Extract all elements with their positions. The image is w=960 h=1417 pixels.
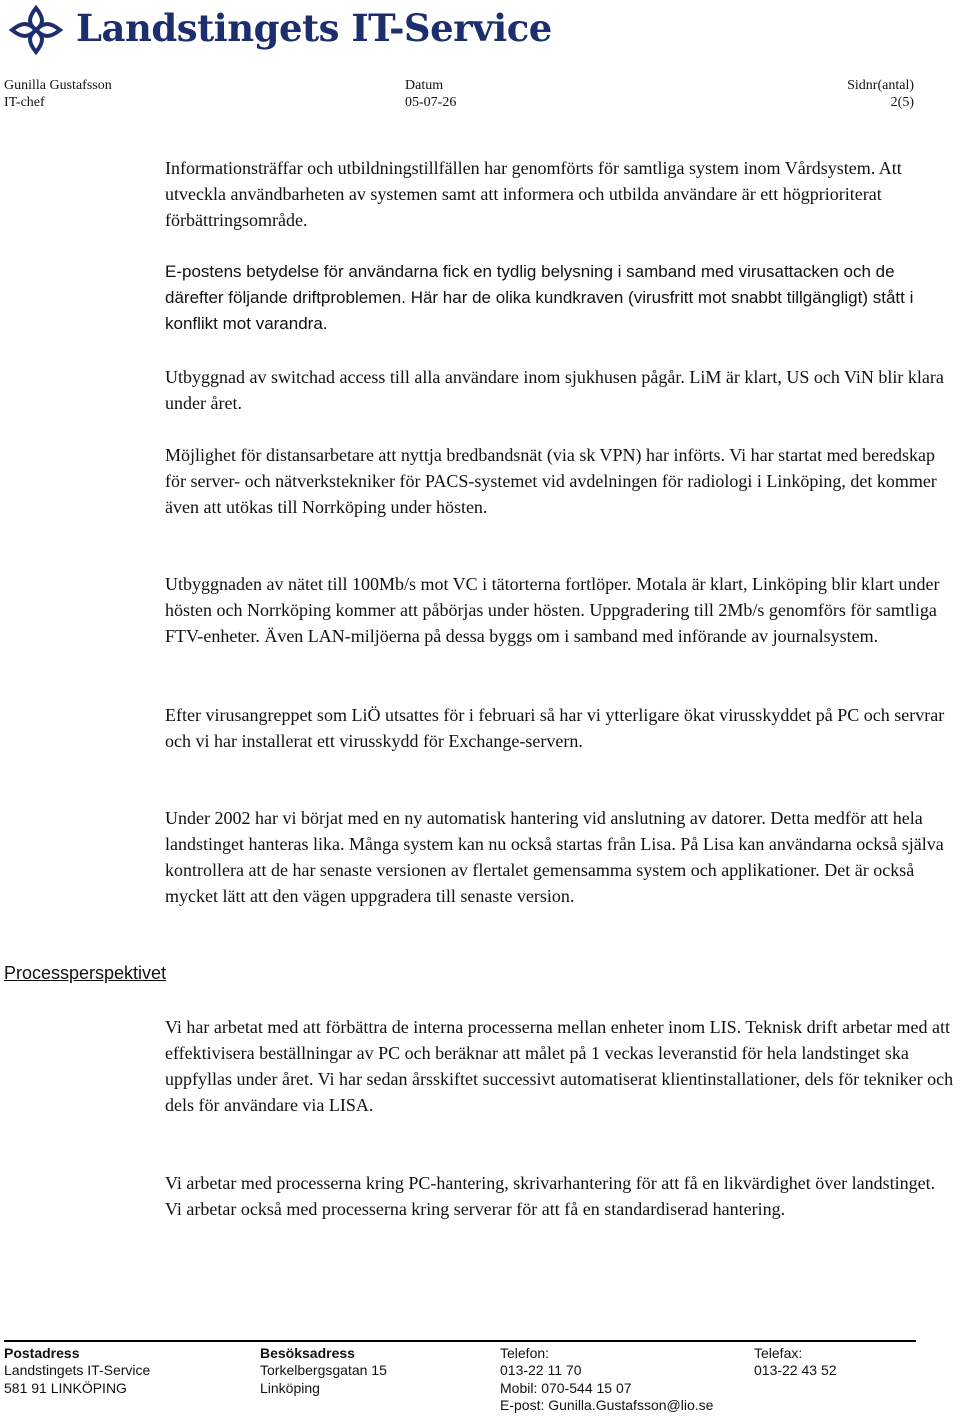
paragraph-1: Informationsträffar och utbildningstillfällen har genomförts för samtliga system inom Vårdsystem. Att utveckla användbarheten av systemen samt att informera och utbilda användare är ett högprioriterat förbättringsområde. <box>165 158 902 230</box>
footer-post-line1: Landstingets IT-Service <box>4 1362 151 1378</box>
author-name: Gunilla Gustafsson <box>4 78 112 93</box>
paragraph-2: E-postens betydelse för användarna fick en tydlig belysning i samband med virusattacken och de därefter följande driftproblemen. Här har de olika kundkraven (virusfritt mot snabbt tillgängligt) stått i konflikt mot varandra. <box>165 262 914 333</box>
footer-fax-label: Telefax: <box>754 1345 803 1361</box>
section-heading-processperspektivet: Processperspektivet <box>4 963 167 983</box>
date-label: Datum <box>405 78 444 93</box>
company-logo <box>6 4 552 56</box>
author-role: IT-chef <box>4 95 45 110</box>
footer-phone-label: Telefon: <box>500 1345 550 1361</box>
footer-post-line2: 581 91 LINKÖPING <box>4 1380 127 1396</box>
footer-mobile: Mobil: 070-544 15 07 <box>500 1380 632 1396</box>
paragraph-3: Utbyggnad av switchad access till alla användare inom sjukhusen pågår. LiM är klart, US och ViN blir klara under året. <box>165 367 944 413</box>
paragraph-7: Under 2002 har vi börjat med en ny automatisk hantering vid anslutning av datorer. Detta medför att hela landstinget hanteras lika. Många system kan nu också startas från Lisa. På Lisa kan användarna också själva kontrollera att de har senaste versionen av flertalet gemensamma system och applikationer. Det är också mycket lätt att den vägen uppgradera till senaste version. <box>165 808 944 906</box>
paragraph-6: Efter virusangreppet som LiÖ utsattes för i februari så har vi ytterligare ökat virusskyddet på PC och servrar och vi har installerat ett virusskydd för Exchange-servern. <box>165 705 945 751</box>
footer-divider <box>4 1340 916 1342</box>
paragraph-5: Utbyggnaden av nätet till 100Mb/s mot VC i tätorterna fortlöper. Motala är klart, Linköping blir klart under hösten och Norrköping kommer att påbörjas under hösten. Uppgradering till 2Mb/s genomförs för samtliga FTV-enheter. Även LAN-miljöerna på dessa byggs om i samband med införande av journalsystem. <box>165 574 940 646</box>
page-count-value: 2(5) <box>890 95 914 110</box>
footer-email: E-post: Gunilla.Gustafsson@lio.se <box>500 1397 714 1413</box>
footer-phone-value: 013-22 11 70 <box>500 1362 582 1378</box>
paragraph-4: Möjlighet för distansarbetare att nyttja bredbandsnät (via sk VPN) har införts. Vi har startat med beredskap för server- och nätverkstekniker för PACS-systemet vid avdelningen för radiologi i Linköping, det kommer även att utökas till Norrköping under hösten. <box>165 445 937 517</box>
date-value: 05-07-26 <box>405 95 457 110</box>
footer-visit-label: Besöksadress <box>260 1345 355 1361</box>
footer-visit-line1: Torkelbergsgatan 15 <box>260 1362 387 1378</box>
paragraph-8: Vi har arbetat med att förbättra de interna processerna mellan enheter inom LIS. Teknisk drift arbetar med att effektivisera beställningar av PC och beräknar att målet på 1 veckas leveranstid för hela landstinget ska uppfyllas under året. Vi har sedan årsskiftet successivt automatiserat klientinstallationer, dels för tekniker och dels för användare via LISA. <box>165 1017 954 1115</box>
cross-emblem-icon <box>6 4 66 56</box>
footer-visit-line2: Linköping <box>260 1380 320 1396</box>
page-count-label: Sidnr(antal) <box>847 78 914 93</box>
paragraph-9: Vi arbetar med processerna kring PC-hantering, skrivarhantering för att få en likvärdighet över landstinget. Vi arbetar också med processerna kring serverar för att få en standardiserad hantering. <box>165 1173 936 1219</box>
logo-wordmark: Landstingets IT-Service <box>76 6 552 50</box>
footer-fax-value: 013-22 43 52 <box>754 1362 837 1378</box>
footer-post-label: Postadress <box>4 1345 80 1361</box>
